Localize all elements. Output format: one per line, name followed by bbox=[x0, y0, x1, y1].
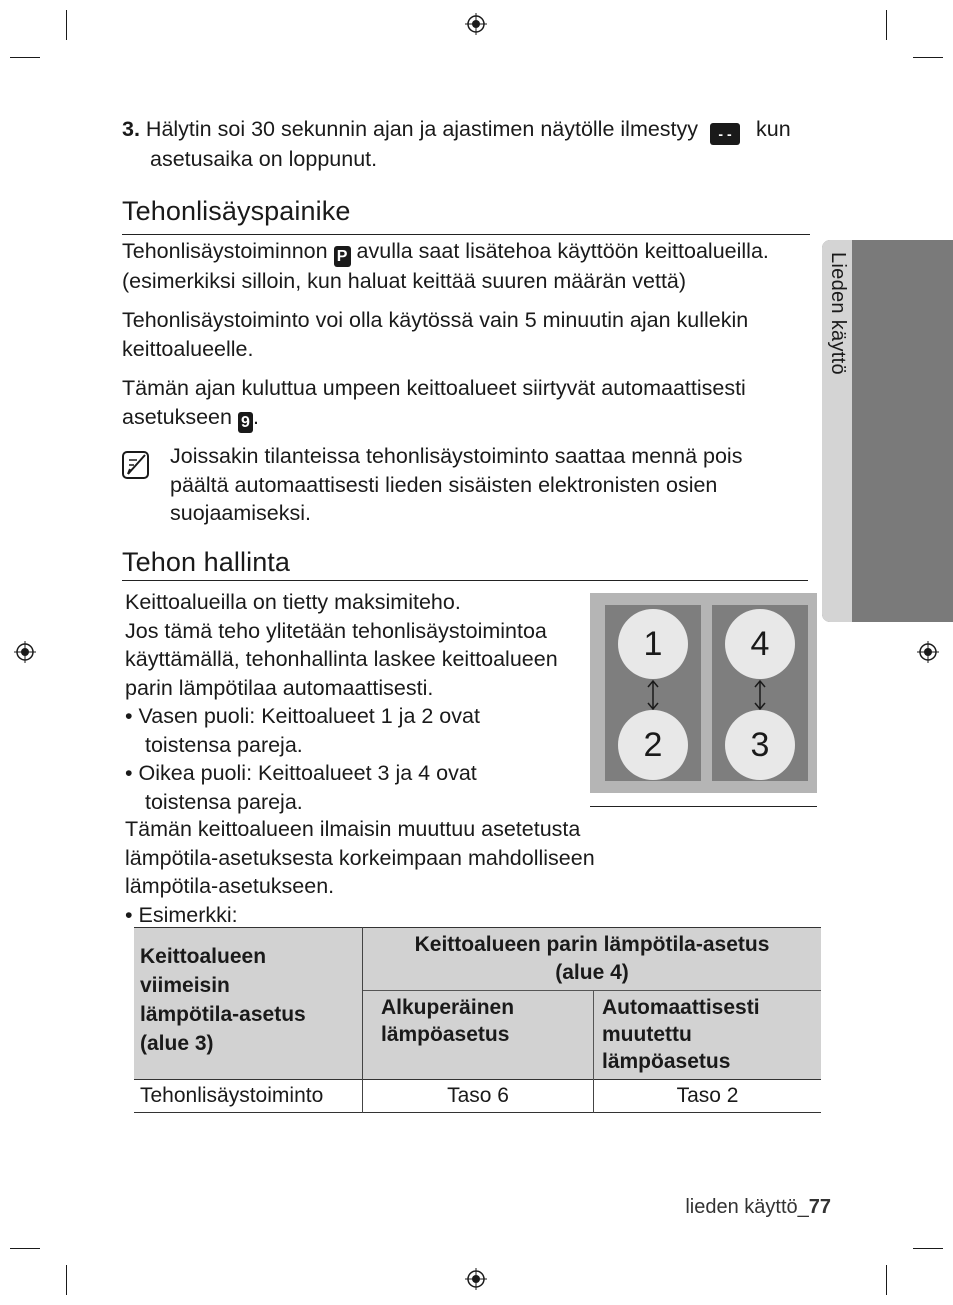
power-management-text bbox=[125, 588, 595, 816]
text-line: lämpötila-asetuksesta korkeimpaan mahdolliseen bbox=[125, 845, 595, 870]
step-3-line-1 bbox=[122, 115, 832, 145]
text-line: parin lämpötilaa automaattisesti. bbox=[125, 675, 434, 700]
note-line: Joissakin tilanteissa tehonlisäystoiminto saattaa mennä pois bbox=[170, 444, 743, 468]
page-footer bbox=[600, 1196, 831, 1219]
table-cell-changed-level: Taso 2 bbox=[676, 1084, 739, 1107]
table-cell-function: Tehonlisäystoiminto bbox=[134, 1080, 363, 1113]
boost-p3-period: . bbox=[252, 404, 259, 429]
header-line: Keittoalueen bbox=[140, 945, 267, 968]
section-rule bbox=[122, 234, 810, 235]
step-3-text-end: kun bbox=[756, 117, 791, 141]
table-header-last-setting bbox=[134, 928, 363, 1080]
text-line: Tämän keittoalueen ilmaisin muuttuu asetetusta bbox=[125, 817, 581, 841]
boost-p2-line-1: Tehonlisäystoiminto voi olla käytössä vain 5 minuutin ajan kullekin bbox=[122, 308, 749, 332]
boost-p3-line-1: Tämän ajan kuluttua umpeen keittoalueet siirtyvät automaattisesti bbox=[122, 376, 746, 400]
bullet-left-side: • Vasen puoli: Keittoalueet 1 ja 2 ovat bbox=[125, 704, 480, 728]
header-line: lämpöasetus bbox=[602, 1050, 731, 1073]
note-line: suojaamiseksi. bbox=[170, 501, 311, 525]
step-3 bbox=[122, 115, 832, 174]
boost-paragraph-3 bbox=[122, 374, 827, 433]
header-line: muutettu bbox=[602, 1023, 692, 1046]
table-header-auto-changed bbox=[594, 991, 822, 1080]
page-number: 77 bbox=[808, 1196, 831, 1218]
crop-mark bbox=[913, 1248, 943, 1249]
note-icon bbox=[120, 449, 152, 481]
registration-mark-icon bbox=[465, 1268, 487, 1290]
boost-p3-text: asetukseen bbox=[122, 404, 232, 429]
note-line: päältä automaattisesti lieden sisäisten elektronisten osien bbox=[170, 472, 718, 497]
step-3-text: Hälytin soi 30 sekunnin ajan ja ajastimen näytölle ilmestyy bbox=[145, 117, 699, 141]
header-line: Keittoalueen parin lämpötila-asetus bbox=[414, 933, 770, 956]
text-line: Jos tämä teho ylitetään tehonlisäystoimintoa bbox=[125, 618, 547, 643]
header-line: Automaattisesti bbox=[602, 996, 760, 1019]
boost-p1-line-2: (esimerkiksi silloin, kun haluat keittää suuren määrän vettä) bbox=[122, 269, 687, 293]
crop-mark bbox=[66, 10, 67, 40]
bullet-right-side: • Oikea puoli: Keittoalueet 3 ja 4 ovat bbox=[125, 761, 477, 785]
crop-mark bbox=[66, 1265, 67, 1295]
bullet-right-side-cont: toistensa pareja. bbox=[145, 789, 303, 814]
crop-mark bbox=[10, 57, 40, 58]
text-line: Keittoalueilla on tietty maksimiteho. bbox=[125, 590, 461, 614]
crop-mark bbox=[10, 1248, 40, 1249]
table-header-row bbox=[134, 928, 821, 991]
section-title-power-management: Tehon hallinta bbox=[122, 547, 291, 577]
example-bullet: • Esimerkki: bbox=[125, 902, 238, 927]
text-line: käyttämällä, tehonhallinta laskee keittoalueen bbox=[125, 647, 558, 671]
boost-paragraph-2 bbox=[122, 306, 827, 363]
boost-p3-line-2 bbox=[122, 403, 827, 433]
cooking-zone-4: 4 bbox=[725, 609, 795, 679]
header-line: (alue 3) bbox=[140, 1032, 214, 1055]
header-line: lämpöasetus bbox=[381, 1023, 510, 1046]
text-line: lämpötila-asetukseen. bbox=[125, 874, 335, 898]
cooking-zone-3: 3 bbox=[725, 710, 795, 780]
side-tab bbox=[822, 240, 953, 622]
table-header-pair-setting bbox=[363, 928, 822, 991]
step-3-line-2: asetusaika on loppunut. bbox=[150, 147, 378, 171]
section-title-boost: Tehonlisäyspainike bbox=[122, 196, 351, 226]
crop-mark bbox=[886, 10, 887, 40]
boost-p1-text: Tehonlisäystoiminnon bbox=[122, 239, 328, 263]
boost-key-icon: P bbox=[334, 246, 351, 267]
boost-p2-line-2: keittoalueelle. bbox=[122, 336, 254, 361]
diagram-rule bbox=[590, 806, 817, 807]
double-arrow-icon bbox=[646, 679, 660, 711]
bullet-left-side-cont: toistensa pareja. bbox=[145, 732, 303, 757]
header-line: lämpötila-asetus bbox=[140, 1003, 306, 1026]
side-tab-label: Lieden käyttö bbox=[827, 252, 849, 375]
cooktop-zone-diagram bbox=[590, 593, 817, 793]
header-line: viimeisin bbox=[140, 974, 230, 997]
step-number: 3. bbox=[122, 117, 140, 141]
header-line: Alkuperäinen bbox=[381, 996, 515, 1019]
crop-mark bbox=[886, 1265, 887, 1295]
cooking-zone-1: 1 bbox=[618, 609, 688, 679]
table-cell-original-level: Taso 6 bbox=[363, 1080, 594, 1113]
crop-mark bbox=[913, 57, 943, 58]
note-text bbox=[170, 442, 810, 528]
boost-paragraph-1 bbox=[122, 237, 827, 296]
header-line: (alue 4) bbox=[555, 961, 629, 984]
section-rule bbox=[122, 580, 808, 581]
table-row bbox=[134, 1080, 821, 1113]
timer-display-symbol: - - bbox=[710, 123, 740, 145]
example-table bbox=[134, 927, 821, 1113]
registration-mark-icon bbox=[917, 641, 939, 663]
indicator-text bbox=[125, 815, 685, 929]
registration-mark-icon bbox=[14, 641, 36, 663]
boost-p1-text-end: avulla saat lisätehoa käyttöön keittoalueilla. bbox=[356, 239, 769, 263]
cooking-zone-2: 2 bbox=[618, 710, 688, 780]
level-9-symbol: 9 bbox=[238, 412, 253, 433]
double-arrow-icon bbox=[753, 679, 767, 711]
footer-text: lieden käyttö_ bbox=[685, 1196, 809, 1218]
registration-mark-icon bbox=[465, 13, 487, 35]
table-header-original bbox=[363, 991, 594, 1080]
